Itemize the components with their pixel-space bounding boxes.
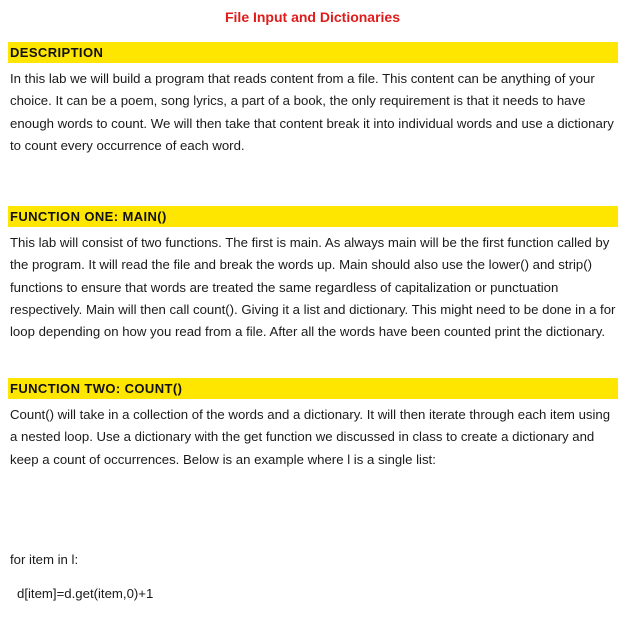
section-heading-function-two: FUNCTION TWO: COUNT() (8, 378, 618, 399)
function-one-paragraph: This lab will consist of two functions. The first is main. As always main will be the first function called by the program. It will read the file and break the words up. Main should also use the lower() and strip() functions to ensure that words are treated the same regardless of capitalization or punctuation respectively. Main will then call count(). Giving it a list and dictionary. This might need to be done in a for loop depending on how you read from a file. After all the words have been counted print the dictionary. (10, 235, 616, 340)
section-heading-function-one: FUNCTION ONE: MAIN() (8, 206, 618, 227)
section-heading-description: DESCRIPTION (8, 42, 618, 63)
document-title: File Input and Dictionaries (224, 9, 401, 25)
code-line-for-loop: for item in l: (10, 552, 79, 567)
code-line-dictionary-update: d[item]=d.get(item,0)+1 (17, 586, 154, 601)
function-two-paragraph: Count() will take in a collection of the words and a dictionary. It will then iterate through each item using a nested loop. Use a dictionary with the get function we discussed in class to create a dictionary and keep a count of occurrences. Below is an example where l is a single list: (10, 407, 611, 467)
description-paragraph: In this lab we will build a program that reads content from a file. This content can be anything of your choice. It can be a poem, song lyrics, a part of a book, the only requirement is that it needs to have enough words to count. We will then take that content break it into individual words and use a dictionary to count every occurrence of each word. (10, 71, 614, 153)
